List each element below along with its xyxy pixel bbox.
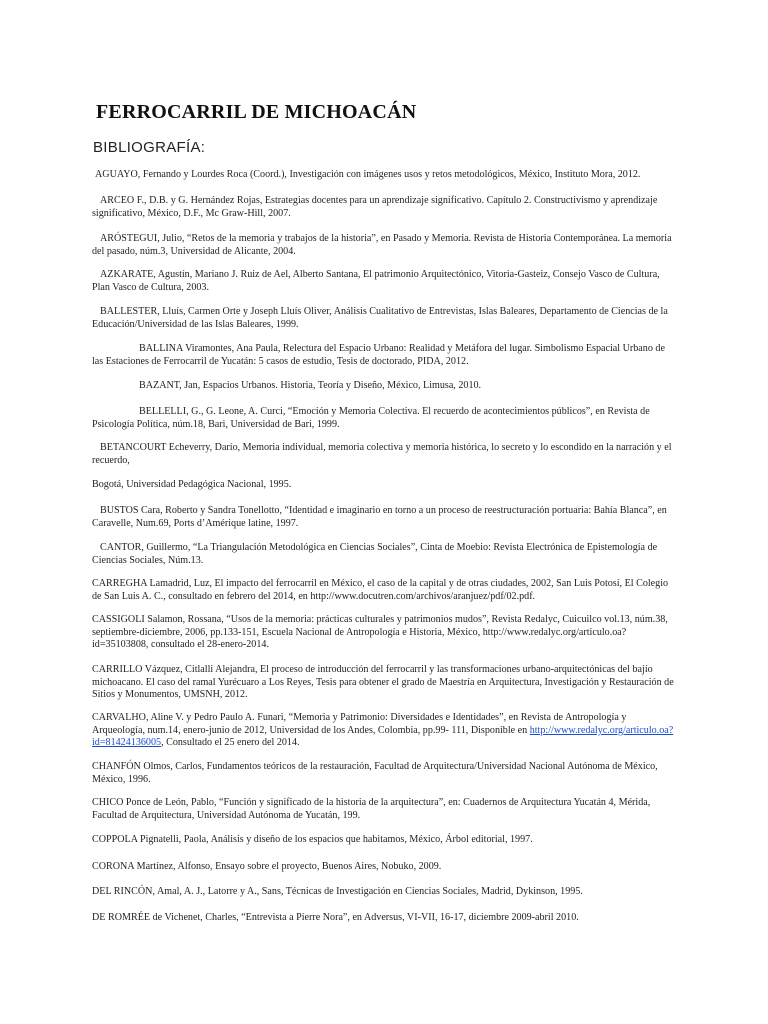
section-heading: BIBLIOGRAFÍA:	[93, 139, 206, 156]
entry-author: CHICO	[92, 797, 124, 808]
entry-text: G., G. Leone, A. Curci, “Emoción y Memoria Colectiva. El recuerdo de acontecimientos públicos”, en Revista de Psicología Política, núm.18, Bari, Universidad de Bari, 1999.	[92, 406, 650, 430]
entry-text: Pignatelli, Paola, Análisis y diseño de los espacios que habitamos, México, Árbol editorial, 1997.	[137, 834, 533, 845]
bibliography-entry	[92, 712, 675, 750]
entry-text: Olmos, Carlos, Fundamentos teóricos de la restauración, Facultad de Arquitectura/Universidad Nacional Autónoma de México, México, 1996.	[92, 761, 658, 785]
bibliography-entry	[92, 761, 675, 786]
page-title: FERROCARRIL DE MICHOACÁN	[96, 101, 417, 123]
entry-author: BALLESTER,	[100, 306, 160, 317]
entry-text: Lluís, Carmen Orte y Joseph Lluís Oliver, Análisis Cualitativo de Entrevistas, Islas Baleares, Departamento de Ciencias de la Educación/Universidad de las Islas Baleares, 1999.	[92, 306, 668, 330]
entry-author: DE ROMRÉE	[92, 912, 151, 923]
bibliography-entry	[92, 233, 675, 258]
entry-author: DEL RINCÓN,	[92, 886, 155, 897]
entry-author: BETANCOURT	[100, 442, 167, 453]
entry-text: Vázquez, Citlalli Alejandra, El proceso de introducción del ferrocarril y las transformaciones urbano-arquitectónicas del bajío michoacano. El caso del ramal Yurécuaro a Los Reyes, Tesis para obtener el grado de Maestría en Arquitectura, Investigación y Restauración de Sitios y Monumentos, UMSNH, 2012.	[92, 664, 674, 701]
entry-text: Jan, Espacios Urbanos. Historia, Teoría y Diseño, México, Limusa, 2010.	[181, 380, 482, 391]
entry-author: BAZANT,	[139, 380, 182, 391]
entry-text: Salamon, Rossana, “Usos de la memoria: prácticas culturales y patrimonios mudos”, Revista Redalyc, Cuicuilco vol.13, núm.38, septiembre-diciembre, 2006, pp.133-151, Escuela Nacional de Antropología e Historia, México, http://www.redalyc.org/articulo.oa?id=35103808, consultado el 28-enero-2014.	[92, 614, 668, 651]
entry-text: Julio, “Retos de la memoria y trabajos de la historia”, en Pasado y Memoria. Revista de Historia Contemporánea. La memoria del pasado, núm.3, Universidad de Alicante, 2004.	[92, 233, 672, 257]
entry-text: Fernando y Lourdes Roca (Coord.), Investigación con imágenes usos y retos metodológicos, México, Instituto Mora, 2012.	[140, 169, 641, 180]
entry-link[interactable]: http://www.redalyc.org/articulo.oa?id=81424136005	[92, 724, 674, 749]
entry-text: D.B. y G. Hernández Rojas, Estrategias docentes para un aprendizaje significativo. Capítulo 2. Constructivismo y aprendizaje significativo, México, D.F., Mc Graw-Hill, 2007.	[92, 195, 658, 219]
entry-author: BELLELLI,	[139, 406, 189, 417]
entry-author: AZKARATE,	[100, 269, 156, 280]
entry-author: ARÓSTEGUI,	[100, 233, 160, 244]
entry-author: COPPOLA	[92, 834, 138, 845]
entry-author: BUSTOS	[100, 505, 139, 516]
entry-text: Ponce de León, Pablo, “Función y significado de la historia de la arquitectura”, en: Cuadernos de Arquitectura Yucatán 4, Mérida, Facultad de Arquitectura, Universidad Autónoma de Yucatán, 199.	[92, 797, 651, 821]
entry-text: Bogotá, Universidad Pedagógica Nacional, 1995.	[92, 479, 292, 490]
bibliography-entry	[92, 912, 675, 925]
bibliography-entry	[92, 442, 675, 467]
bibliography-entry	[92, 505, 675, 530]
entry-author: AGUAYO,	[95, 169, 141, 180]
entry-author: BALLINA	[139, 343, 183, 354]
bibliography-entry	[92, 614, 675, 652]
bibliography-entry	[92, 578, 675, 603]
entry-author: CANTOR,	[100, 542, 144, 553]
bibliography-entry	[92, 269, 675, 294]
entry-author: ARCEO F.,	[100, 195, 147, 206]
entry-text: Lamadrid, Luz, El impacto del ferrocarril en México, el caso de la capital y de otras ciudades, 2002, San Luis Potosí, El Colegio de San Luis A. C., consultado en febrero del 2014, en http://www.docutren.com/archivos/aranjuez/pdf/02.pdf.	[92, 578, 669, 602]
bibliography-entry	[92, 479, 675, 492]
entry-author: CORONA	[92, 861, 135, 872]
bibliography-entry	[92, 861, 675, 874]
entry-author: CASSIGOLI	[92, 614, 145, 625]
bibliography-entry	[92, 797, 675, 822]
entry-text: Agustín, Mariano J. Ruiz de Ael, Alberto Santana, El patrimonio Arquitectónico, Vitoria-Gasteiz, Consejo Vasco de Cultura, Plan Vasco de Cultura, 2003.	[92, 269, 660, 293]
entry-text: Cara, Roberto y Sandra Tonellotto, “Identidad e imaginario en torno a un proceso de reestructuración portuaria: Bahía Blanca”, en Caravelle, Num.69, Ports d’Amérique latine, 1997.	[92, 505, 667, 529]
entry-text: Echeverry, Darío, Memoria individual, memoria colectiva y memoria histórica, lo secreto y lo escondido en la narración y el recuerdo,	[92, 442, 672, 466]
entry-text: Viramontes, Ana Paula, Relectura del Espacio Urbano: Realidad y Metáfora del lugar. Simbolismo Espacial Urbano de las Estaciones de Ferrocarril de Yucatán: 5 casos de estudio, Tesis de doctorado, PIDA, 2012.	[92, 343, 665, 367]
bibliography-entry	[92, 343, 675, 368]
entry-text: Martínez, Alfonso, Ensayo sobre el proyecto, Buenos Aires, Nobuko, 2009.	[134, 861, 442, 872]
entry-text: Aline V. y Pedro Paulo A. Funari, “Memoria y Patrimonio: Diversidades e Identidades”, en Revista de Antropología y Arqueología, num.14, enero-junio de 2012, Universidad de los Andes, Colombia, pp.99- 111, Disponible en	[92, 712, 627, 736]
bibliography-entry	[92, 834, 675, 847]
bibliography-entry	[92, 542, 675, 567]
entry-text: Amal, A. J., Latorre y A., Sans, Técnicas de Investigación en Ciencias Sociales, Madrid, Dykinson, 1995.	[155, 886, 583, 897]
entry-author: CARVALHO,	[92, 712, 149, 723]
bibliography-entry	[92, 886, 675, 899]
entry-text-after: , Consultado el 25 enero del 2014.	[161, 737, 300, 749]
bibliography-entry	[92, 169, 675, 182]
entry-text: de Vichenet, Charles, “Entrevista a Pierre Nora”, en Adversus, VI-VII, 16-17, diciembre 2009-abril 2010.	[150, 912, 579, 923]
entry-author: CARRILLO	[92, 664, 143, 675]
bibliography-entry	[92, 664, 675, 702]
bibliography-entry	[92, 406, 675, 431]
bibliography-entry	[92, 306, 675, 331]
entry-text: Guillermo, “La Triangulación Metodológica en Ciencias Sociales”, Cinta de Moebio: Revista Electrónica de Epistemología de Ciencias Sociales, Núm.13.	[92, 542, 658, 566]
bibliography-entry	[92, 380, 675, 393]
entry-author: CARREGHA	[92, 578, 147, 589]
entry-author: CHANFÓN	[92, 761, 141, 772]
bibliography-entry	[92, 195, 675, 220]
